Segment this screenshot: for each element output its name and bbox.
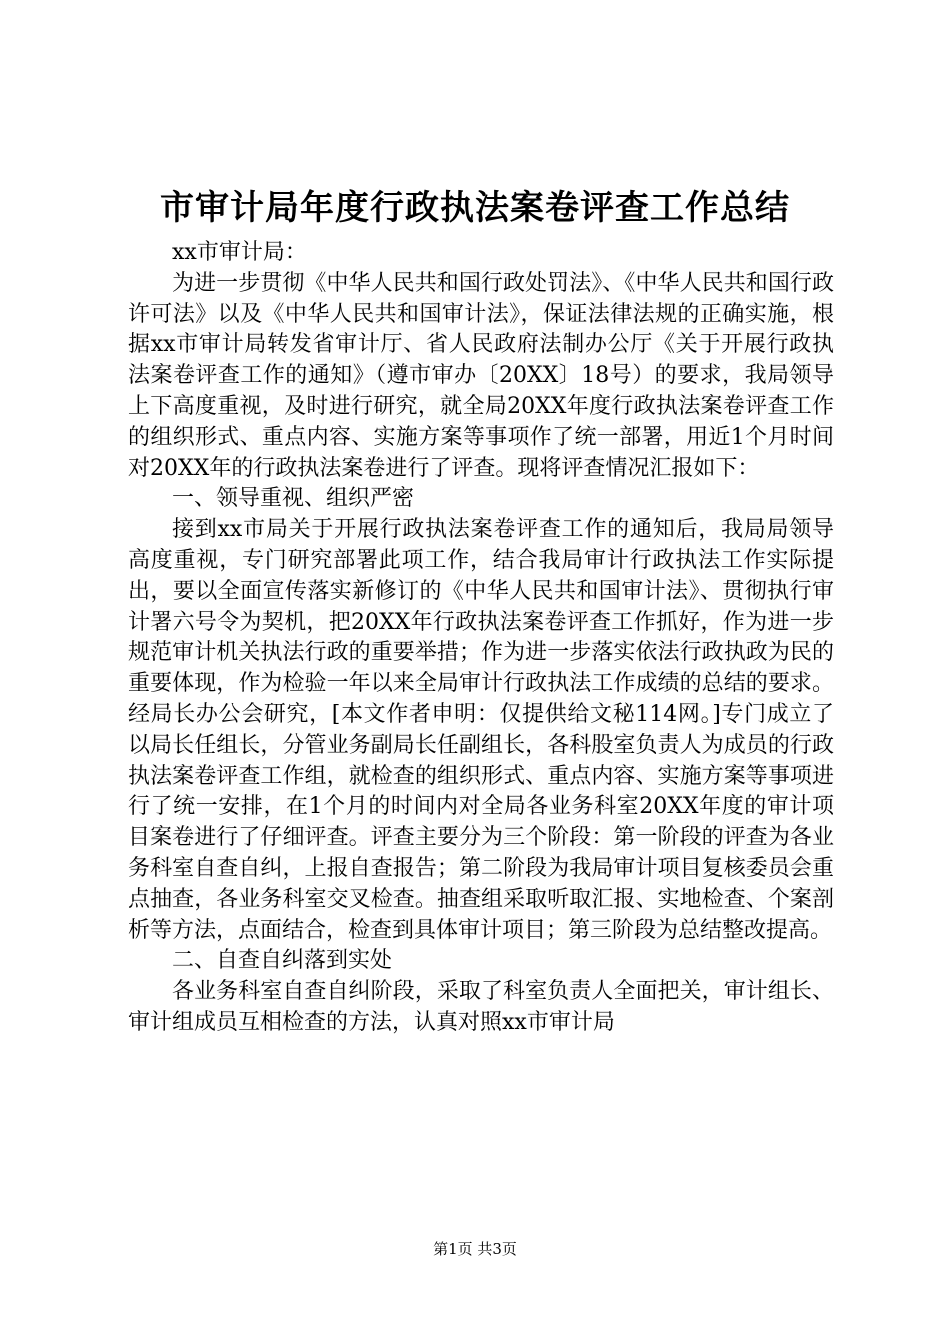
section-heading-1: 一、领导重视、组织严密 [172, 486, 415, 512]
document-title: 市审计局年度行政执法案卷评查工作总结 [160, 188, 790, 228]
page-number-footer: 第1页 共3页 [433, 1240, 517, 1258]
salutation-paragraph: xx市审计局： [172, 240, 307, 265]
section-2-paragraph: 各业务科室自查自纠阶段，采取了科室负责人全面把关，审计组长、审计组成员互相检查的方法，认真对照xx市审计局 [128, 979, 834, 1035]
intro-paragraph: 为进一步贯彻《中华人民共和国行政处罚法》、《中华人民共和国行政许可法》以及《中华人民共和国审计法》，保证法律法规的正确实施，根据xx市审计局转发省审计厅、省人民政府法制办公厅《关于开展行政执法案卷评查工作的通知》（遵市审办〔20XX〕18号）的要求，我局领导上下高度重视，及时进行研究，就全局20XX年度行政执法案卷评查工作的组织形式、重点内容、实施方案等事项作了统一部署，用近1个月时间对20XX年的行政执法案卷进行了评查。现将评查情况汇报如下： [128, 270, 834, 481]
section-1-paragraph: 接到xx市局关于开展行政执法案卷评查工作的通知后，我局局领导高度重视，专门研究部署此项工作，结合我局审计行政执法工作实际提出，要以全面宣传落实新修订的《中华人民共和国审计法》、贯彻执行审计署六号令为契机，把20XX年行政执法案卷评查工作抓好，作为进一步规范审计机关执法行政的重要举措；作为进一步落实依法行政执政为民的重要体现，作为检验一年以来全局审计行政执法工作成绩的总结的要求。经局长办公会研究，[本文作者申明：仅提供给文秘114网。]专门成立了以局长任组长，分管业务副局长任副组长，各科股室负责人为成员的行政执法案卷评查工作组，就检查的组织形式、重点内容、实施方案等事项进行了统一安排，在1个月的时间内对全局各业务科室20XX年度的审计项目案卷进行了仔细评查。评查主要分为三个阶段：第一阶段的评查为各业务科室自查自纠，上报自查报告；第二阶段为我局审计项目复核委员会重点抽查，各业务科室交叉检查。抽查组采取听取汇报、实地检查、个案剖析等方法，点面结合，检查到具体审计项目；第三阶段为总结整改提高。 [128, 517, 834, 943]
section-heading-2: 二、自查自纠落到实处 [172, 948, 393, 974]
document-body [128, 238, 834, 1039]
